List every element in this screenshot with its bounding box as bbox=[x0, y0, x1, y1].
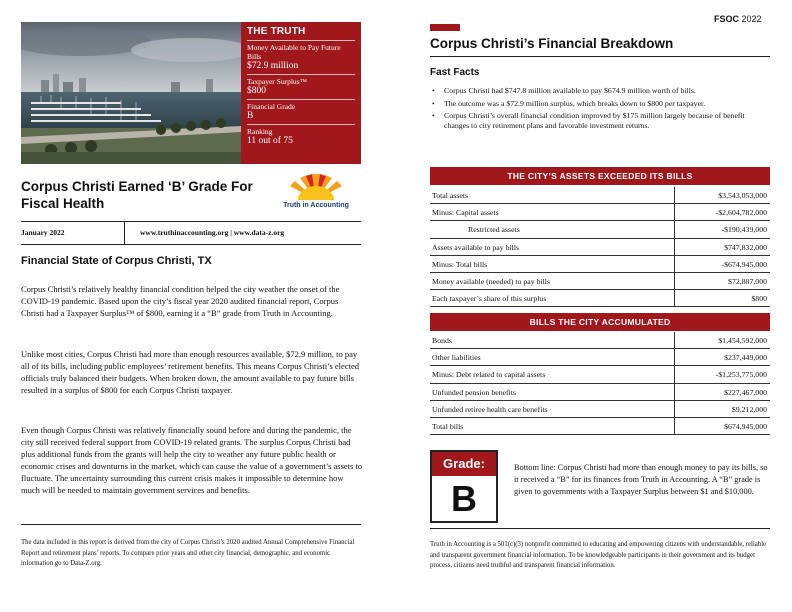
row-value: $674,945,000 bbox=[724, 421, 767, 431]
table-row bbox=[430, 418, 770, 435]
footnote: Truth in Accounting is a 501(c)(3) nonprofit committed to educating and empowering citizens with understandable, reliable and transparent government financial information. To be knowledgeable participants in their government and its budget process, citizens need truthful and transparent financial information. bbox=[430, 541, 767, 569]
row-value: $237,449,000 bbox=[724, 353, 767, 363]
truth-box-value: 11 out of 75 bbox=[247, 136, 293, 146]
bottom-line-text: Bottom line: Corpus Christi had more than enough money to pay its bills, so it received a “B” for its finances from Truth in Accounting. A “B” grade is given to governments with a Taxpayer Surplus between $1 and $10,000. bbox=[514, 463, 768, 496]
fast-facts-list bbox=[430, 86, 770, 133]
truth-box-label: Taxpayer Surplus™ bbox=[247, 74, 355, 86]
report-date: January 2022 bbox=[21, 228, 65, 237]
fast-facts-heading: Fast Facts bbox=[430, 67, 480, 78]
grade-box bbox=[430, 450, 498, 523]
truth-box-title: THE TRUTH bbox=[247, 26, 306, 37]
row-label: Minus: Debt related to capital assets bbox=[432, 370, 546, 380]
row-label: Other liabilities bbox=[432, 353, 481, 363]
table-row bbox=[430, 401, 770, 418]
bills-table-heading: BILLS THE CITY ACCUMULATED bbox=[430, 313, 770, 331]
divider bbox=[21, 244, 361, 245]
assets-table bbox=[430, 187, 770, 307]
table-row bbox=[430, 187, 770, 204]
truth-in-accounting-logo-icon bbox=[276, 170, 356, 218]
truth-box-value: $72.9 million bbox=[247, 61, 299, 71]
table-row bbox=[430, 221, 770, 238]
row-label: Unfunded retiree health care benefits bbox=[432, 404, 548, 414]
logo-wordmark: Truth in Accounting bbox=[283, 202, 349, 209]
row-value: $1,454,592,000 bbox=[718, 336, 767, 345]
truth-box-value: $800 bbox=[247, 86, 266, 96]
body-paragraph: Corpus Christi’s relatively healthy financial condition helped the city weather the onset of the COVID-19 pandemic. Based upon the city’s fiscal year 2020 audited financial report, Corpus Christi had a Taxpayer Surplus™ of $800, earning it a “B” grade from Truth in Accounting. bbox=[21, 284, 340, 318]
row-label: Assets available to pay bills bbox=[432, 242, 520, 252]
header-prefix: FSOC bbox=[714, 14, 740, 24]
divider bbox=[124, 222, 125, 244]
truth-box-label: Financial Grade bbox=[247, 99, 355, 111]
row-value: $227,467,000 bbox=[724, 387, 767, 397]
row-value: $72,887,000 bbox=[728, 276, 767, 286]
accent-bar bbox=[430, 24, 460, 31]
row-value: $9,212,000 bbox=[731, 404, 767, 414]
table-row bbox=[430, 273, 770, 290]
report-title: Corpus Christi Earned ‘B’ Grade For Fiscal Health bbox=[21, 179, 253, 211]
row-label: Unfunded pension benefits bbox=[432, 387, 517, 397]
fast-fact-item: • The outcome was a $72.9 million surplus, which breaks down to $800 per taxpayer. bbox=[430, 99, 770, 109]
truth-box-value: B bbox=[247, 111, 254, 121]
header-year: 2022 bbox=[739, 14, 762, 24]
bills-table bbox=[430, 332, 770, 435]
truth-box-label: Ranking bbox=[247, 124, 355, 136]
table-row bbox=[430, 239, 770, 256]
body-paragraph: Even though Corpus Christi was relatively financially sound before and during the pandemic, the city still received federal support from COVID-19 related grants. The surplus Corpus Christi had plus additional funds from the grants will help the city to weather any future public health or economic crises and downturns in the market, which can cause the value of a government’s assets to fluctuate. The uncertainty surrounding this current crisis makes it impossible to determine how much will be needed to maintain government services and benefits. bbox=[21, 425, 363, 495]
grade-letter: B bbox=[451, 478, 477, 519]
row-value: $800 bbox=[751, 294, 767, 304]
divider bbox=[430, 56, 770, 57]
row-value: $747,832,000 bbox=[724, 242, 767, 252]
table-row bbox=[430, 256, 770, 273]
row-value: $3,543,053,000 bbox=[718, 191, 767, 200]
table-row bbox=[430, 290, 770, 307]
website-links[interactable]: www.truthinaccounting.org | www.data-z.org bbox=[140, 228, 285, 237]
row-label: Each taxpayer’s share of this surplus bbox=[432, 294, 547, 304]
divider bbox=[21, 524, 361, 525]
row-label: Restricted assets bbox=[468, 225, 520, 235]
grade-label: Grade: bbox=[432, 452, 496, 476]
body-paragraph: Unlike most cities, Corpus Christi had more than enough resources available, $72.9 million, to pay all of its bills, including public employees’ retirement benefits. This means Corpus Christi’s elected officials truly balanced their budgets. When broken down, the amount available to pay future bills resulted in a surplus of $800 for each Corpus Christi taxpayer. bbox=[21, 349, 359, 395]
table-row bbox=[430, 366, 770, 383]
the-truth-box bbox=[241, 22, 361, 164]
table-row bbox=[430, 349, 770, 366]
table-row bbox=[430, 332, 770, 349]
page-header-label bbox=[714, 14, 762, 24]
breakdown-title: Corpus Christi’s Financial Breakdown bbox=[430, 36, 674, 51]
truth-box-label: Money Available to Pay Future Bills bbox=[247, 40, 355, 61]
table-row bbox=[430, 204, 770, 221]
row-label: Money available (needed) to pay bills bbox=[432, 276, 550, 286]
row-label: Total bills bbox=[432, 421, 464, 431]
row-label: Minus: Capital assets bbox=[432, 208, 499, 218]
row-label: Minus: Total bills bbox=[432, 259, 488, 269]
divider bbox=[430, 528, 770, 529]
row-value: -$2,604,782,000 bbox=[715, 208, 767, 218]
row-value: -$674,945,000 bbox=[721, 259, 767, 269]
row-value: -$1,253,775,000 bbox=[715, 370, 767, 380]
fast-fact-item: • Corpus Christi had $747.8 million available to pay $674.9 million worth of bills. bbox=[430, 86, 770, 96]
divider bbox=[21, 221, 361, 222]
table-row bbox=[430, 384, 770, 401]
footnote: The data included in this report is derived from the city of Corpus Christi’s 2020 audited Annual Comprehensive Financial Report and retirement plans’ reports. To compare prior years and other city financial, demographic, and economic information go to Data-Z.org. bbox=[21, 539, 355, 567]
assets-table-heading: THE CITY’S ASSETS EXCEEDED ITS BILLS bbox=[430, 167, 770, 185]
row-label: Bonds bbox=[432, 336, 452, 345]
fast-fact-item: • Corpus Christi’s overall financial condition improved by $175 million largely because of benefit changes to city retirement plans and favorable investment returns. bbox=[430, 111, 770, 130]
row-label: Total assets bbox=[432, 191, 469, 200]
right-page bbox=[396, 0, 792, 612]
row-value: -$190,439,000 bbox=[721, 225, 767, 235]
city-skyline-photo bbox=[21, 22, 241, 164]
section-heading: Financial State of Corpus Christi, TX bbox=[21, 255, 212, 267]
